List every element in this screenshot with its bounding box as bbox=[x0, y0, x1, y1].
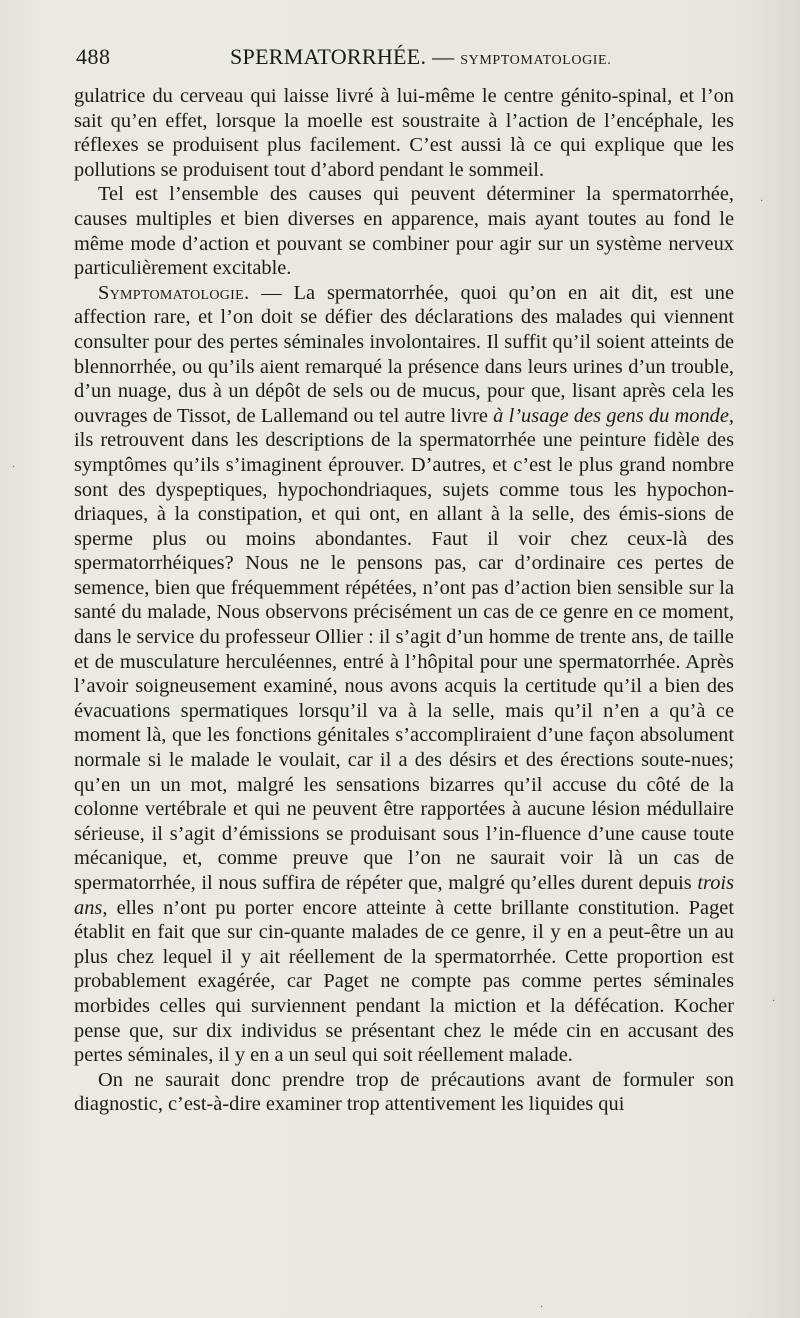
running-title-main: SPERMATORRHÉE. — bbox=[230, 44, 461, 69]
paper-speck: · bbox=[760, 196, 764, 207]
paragraph-text-part-1: — La spermatorrhée, quoi qu’on en ait dit, est une affection rare, et l’on doit se défier des déclarations des malades qui viennent consulter pour des pertes séminales involontaires. Il suffit qu’il soient atteints de blennorrhée, ou qu’ils aient remarqué la présence dans leurs urines d’un trouble, d’un nuage, dus à un dépôt de sels ou de mucus, pour que, lisant après cela les ouvrages de Tissot, de Lallemand ou tel autre livre bbox=[74, 281, 734, 427]
paper-speck: · bbox=[772, 996, 776, 1007]
page-header bbox=[76, 44, 736, 76]
running-title-section: SYMPTOMATOLOGIE. bbox=[460, 53, 612, 68]
paragraph-continued: gulatrice du cerveau qui laisse livré à lui-même le centre génito-spinal, et l’on sait qu’en effet, lorsque la moelle est soustraite à l’action de l’encéphale, les réflexes se produisent plus facilement. C’est aussi là ce qui explique que les pollutions se produisent tout d’abord pendant le sommeil. bbox=[74, 85, 734, 181]
paragraph-text-part-3: , elles n’ont pu porter encore atteinte à cette brillante constitution. Paget établit en fait que sur cin-quante malades de ce genre, il y en a peut-être un au plus chez lequel il y ait réellement de la spermatorrhée. Cette proportion est probablement exagérée, car Paget ne compte pas comme pertes séminales morbides celles qui surviennent pendant la miction et la défécation. Kocher pense que, sur dix individus se présentant chez le méde cin en accusant des pertes séminales, il y en a un seul qui soit réellement malade. bbox=[74, 896, 734, 1067]
section-heading-symptomatologie: Symptomatologie. bbox=[98, 281, 250, 304]
italic-duration: trois ans bbox=[74, 872, 734, 919]
italic-book-title: à l’usage des gens du monde bbox=[493, 404, 729, 427]
paper-speck: · bbox=[540, 1302, 544, 1313]
body-text bbox=[74, 84, 734, 1117]
paragraph-symptomatologie bbox=[74, 281, 734, 1068]
paragraph-diagnostic: On ne saurait donc prendre trop de précautions avant de formuler son diagnostic, c’est-à-dire examiner trop attentivement les liquides qui bbox=[74, 1068, 734, 1116]
paragraph-text-part-2: , ils retrouvent dans les descriptions de la spermatorrhée une peinture fidèle des symptômes qu’ils s’imaginent éprouver. D’autres, et c’est le plus grand nombre sont des dyspeptiques, hypochondriaques, sujets comme tous les hypochon-driaques, à la constipation, et qui ont, en allant à la selle, des émis-sions de sperme plus ou moins abondantes. Faut il voir chez ceux-là des spermatorrhéiques? Nous ne le pensons pas, car d’ordinaire ces pertes de semence, bien que fréquemment répétées, n’ont pas d’action bien sensible sur la santé du malade, Nous observons précisément un cas de ce genre en ce moment, dans le service du professeur Ollier : il s’agit d’un homme de trente ans, de taille et de musculature herculéennes, entré à l’hôpital pour une spermatorrhée. Après l’avoir soigneusement examiné, nous avons acquis la certitude qu’il a bien des évacuations spermatiques lorsqu’il va à la selle, mais qu’il n’en a qu’à ce moment là, que les fonctions génitales s’accompliraient d’une façon absolument normale si le malade le voulait, car il a des désirs et des érections soute-nues; qu’en un un mot, malgré les sensations bizarres qu’il accuse du côté de la colonne vertébrale et qui ne peuvent être rapportées à aucune lésion médullaire sérieuse, il s’agit d’émissions se produisant sous l’in-fluence d’une cause toute mécanique, et, comme preuve que l’on ne saurait voir là un cas de spermatorrhée, il nous suffira de répéter que, malgré qu’elles durent depuis bbox=[74, 404, 734, 894]
paper-speck: · bbox=[12, 462, 16, 473]
paragraph-causes-summary: Tel est l’ensemble des causes qui peuvent déterminer la spermatorrhée, causes multiples et bien diverses en apparence, mais ayant toutes au fond le même mode d’action et pouvant se combiner pour agir sur un système nerveux particulièrement excitable. bbox=[74, 183, 734, 280]
running-title bbox=[230, 44, 611, 70]
page-number: 488 bbox=[76, 44, 111, 69]
